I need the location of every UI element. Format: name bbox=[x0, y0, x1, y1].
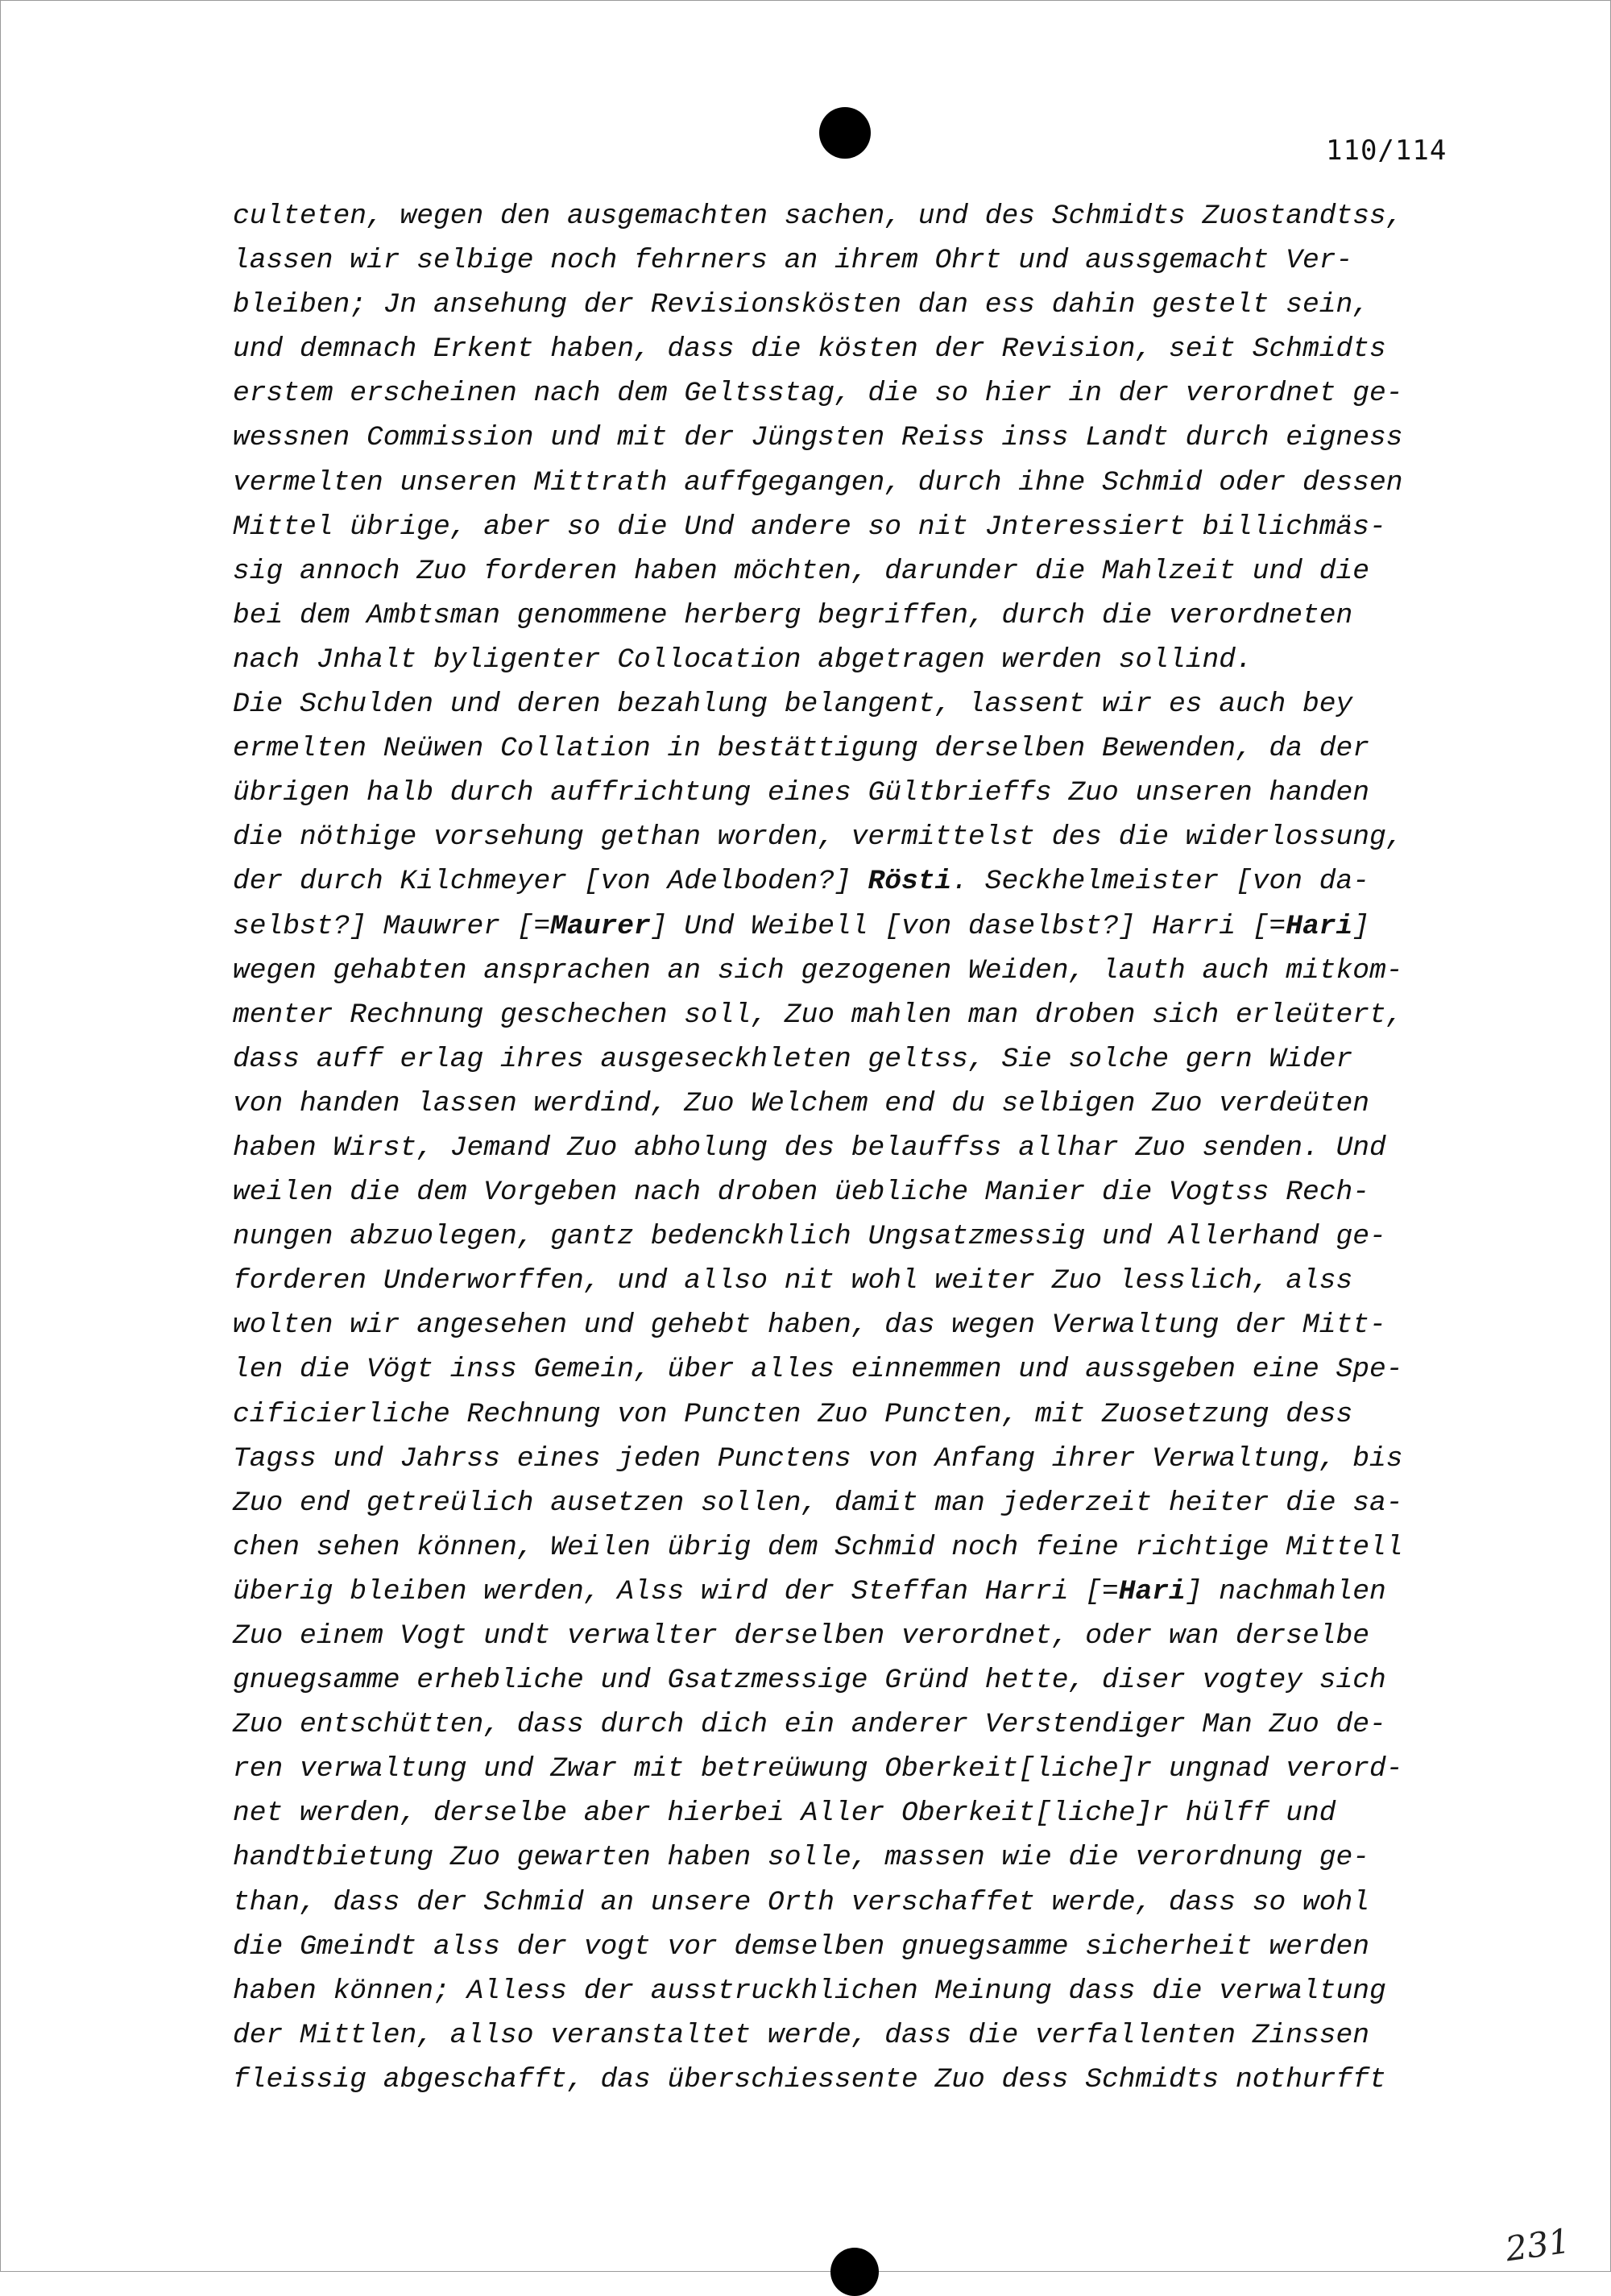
text-line bbox=[233, 1880, 1477, 1925]
text-span: selbst?] Mauwrer [= bbox=[233, 910, 551, 942]
text-line bbox=[233, 1259, 1477, 1303]
text-line bbox=[233, 371, 1477, 416]
bold-name-span: Hari bbox=[1118, 1575, 1186, 1607]
text-line bbox=[233, 594, 1477, 638]
text-line bbox=[233, 1925, 1477, 1969]
text-line bbox=[233, 1347, 1477, 1392]
text-line bbox=[233, 1747, 1477, 1791]
text-line bbox=[233, 771, 1477, 815]
text-span: Zuo einem Vogt undt verwalter derselben verordnet, oder wan derselbe bbox=[233, 1620, 1370, 1652]
text-span: len die Vögt inss Gemein, über alles einnemmen und aussgeben eine Spe- bbox=[233, 1354, 1403, 1386]
text-line bbox=[233, 1214, 1477, 1259]
text-span: ] nachmahlen bbox=[1185, 1575, 1386, 1607]
text-span: von handen lassen werdind, Zuo Welchem end du selbigen Zuo verdeüten bbox=[233, 1087, 1370, 1119]
text-line bbox=[233, 1835, 1477, 1880]
text-span: die Gmeindt alss der vogt vor demselben gnuegsamme sicherheit werden bbox=[233, 1930, 1370, 1963]
text-span: handtbietung Zuo gewarten haben solle, massen wie die verordnung ge- bbox=[233, 1842, 1370, 1874]
text-span: . Seckhelmeister [von da- bbox=[951, 866, 1370, 898]
text-span: than, dass der Schmid an unsere Orth verschaffet werde, dass so wohl bbox=[233, 1886, 1370, 1918]
text-line bbox=[233, 1303, 1477, 1347]
text-span: net werden, derselbe aber hierbei Aller Oberkeit[liche]r hülff und bbox=[233, 1797, 1336, 1830]
text-line bbox=[233, 1525, 1477, 1570]
text-line bbox=[233, 1392, 1477, 1437]
text-span: culteten, wegen den ausgemachten sachen, und des Schmidts Zuostandtss, bbox=[233, 201, 1403, 232]
text-span: cificierliche Rechnung von Puncten Zuo Puncten, mit Zuosetzung dess bbox=[233, 1398, 1353, 1430]
text-span: die nöthige vorsehung gethan worden, vermittelst des die widerlossung, bbox=[233, 821, 1403, 854]
text-line bbox=[233, 993, 1477, 1037]
text-span: ren verwaltung und Zwar mit betreüwung Oberkeit[liche]r ungnad verord- bbox=[233, 1753, 1403, 1785]
text-span: wegen gehabten ansprachen an sich gezogenen Weiden, lauth auch mitkom- bbox=[233, 954, 1403, 987]
text-line bbox=[233, 416, 1477, 460]
text-line bbox=[233, 1126, 1477, 1170]
text-span: Tagss und Jahrss eines jeden Punctens von Anfang ihrer Verwaltung, bis bbox=[233, 1442, 1403, 1475]
text-span: lassen wir selbige noch fehrners an ihrem Ohrt und aussgemacht Ver- bbox=[233, 245, 1353, 277]
text-span: menter Rechnung geschechen soll, Zuo mahlen man droben sich erleütert, bbox=[233, 999, 1403, 1031]
text-line bbox=[233, 1658, 1477, 1702]
text-span: haben können; Alless der ausstruckhlichen Meinung dass die verwaltung bbox=[233, 1975, 1386, 2007]
text-line bbox=[233, 638, 1477, 682]
text-line bbox=[233, 461, 1477, 505]
text-line bbox=[233, 1969, 1477, 2013]
text-line bbox=[233, 1481, 1477, 1525]
text-span: Die Schulden und deren bezahlung belangent, lassent wir es auch bey bbox=[233, 689, 1353, 721]
text-line bbox=[233, 327, 1477, 371]
text-span: überig bleiben werden, Alss wird der Steffan Harri [= bbox=[233, 1575, 1119, 1607]
text-span: vermelten unseren Mittrath auffgegangen, durch ihne Schmid oder dessen bbox=[233, 466, 1403, 499]
text-span: forderen Underworffen, und allso nit wohl weiter Zuo lesslich, alss bbox=[233, 1265, 1353, 1297]
text-span: der Mittlen, allso veranstaltet werde, dass die verfallenten Zinssen bbox=[233, 2019, 1370, 2051]
document-body-text bbox=[233, 194, 1477, 2102]
text-line bbox=[233, 1082, 1477, 1126]
page-number: 110/114 bbox=[1326, 134, 1447, 167]
text-line bbox=[233, 726, 1477, 771]
text-span: übrigen halb durch auffrichtung eines Gültbrieffs Zuo unseren handen bbox=[233, 777, 1370, 809]
text-span: der durch Kilchmeyer [von Adelboden?] bbox=[233, 866, 868, 898]
text-span: wessnen Commission und mit der Jüngsten Reiss inss Landt durch eigness bbox=[233, 422, 1403, 454]
text-span: bei dem Ambtsman genommene herberg begriffen, durch die verordneten bbox=[233, 599, 1353, 631]
punch-hole-top bbox=[819, 107, 871, 159]
text-span: wolten wir angesehen und gehebt haben, das wegen Verwaltung der Mitt- bbox=[233, 1309, 1386, 1342]
text-line bbox=[233, 1170, 1477, 1214]
text-span: dass auff erlag ihres ausgeseckhleten geltss, Sie solche gern Wider bbox=[233, 1043, 1353, 1075]
text-line bbox=[233, 283, 1477, 327]
text-span: nach Jnhalt byligenter Collocation abgetragen werden sollind. bbox=[233, 643, 1253, 676]
text-line bbox=[233, 1437, 1477, 1481]
bold-name-span: Hari bbox=[1286, 910, 1353, 942]
text-span: weilen die dem Vorgeben nach droben üebliche Manier die Vogtss Rech- bbox=[233, 1177, 1370, 1209]
text-span: bleiben; Jn ansehung der Revisionskösten dan ess dahin gestelt sein, bbox=[233, 289, 1370, 321]
text-line bbox=[233, 1614, 1477, 1658]
text-span: Zuo end getreülich ausetzen sollen, damit man jederzeit heiter die sa- bbox=[233, 1487, 1403, 1519]
bold-name-span: Maurer bbox=[550, 910, 651, 942]
text-span: fleissig abgeschafft, das überschiessente Zuo dess Schmidts nothurfft bbox=[233, 2063, 1386, 2095]
text-line bbox=[233, 2058, 1477, 2102]
text-span: ermelten Neüwen Collation in bestättigung derselben Bewenden, da der bbox=[233, 733, 1370, 765]
bold-name-span: Rösti bbox=[868, 866, 952, 898]
text-span: ] bbox=[1352, 910, 1370, 942]
text-span: sig annoch Zuo forderen haben möchten, darunder die Mahlzeit und die bbox=[233, 555, 1370, 587]
text-line bbox=[233, 194, 1477, 238]
text-line bbox=[233, 1037, 1477, 1082]
text-line bbox=[233, 815, 1477, 859]
text-line bbox=[233, 1570, 1477, 1614]
text-span: chen sehen können, Weilen übrig dem Schmid noch feine richtige Mittell bbox=[233, 1531, 1403, 1563]
text-line bbox=[233, 859, 1477, 904]
text-span: erstem erscheinen nach dem Geltsstag, die so hier in der verordnet ge- bbox=[233, 378, 1403, 410]
text-line bbox=[233, 505, 1477, 549]
text-line bbox=[233, 949, 1477, 993]
text-span: Zuo entschütten, dass durch dich ein anderer Verstendiger Man Zuo de- bbox=[233, 1709, 1386, 1741]
text-span: haben Wirst, Jemand Zuo abholung des belauffss allhar Zuo senden. Und bbox=[233, 1131, 1386, 1164]
text-line bbox=[233, 904, 1477, 949]
text-line bbox=[233, 549, 1477, 594]
text-span: und demnach Erkent haben, dass die kösten der Revision, seit Schmidts bbox=[233, 333, 1386, 366]
handwritten-folio-mark: 231 bbox=[1502, 2220, 1573, 2269]
text-span: Mittel übrige, aber so die Und andere so nit Jnteressiert billichmäs- bbox=[233, 511, 1386, 543]
text-span: ] Und Weibell [von daselbst?] Harri [= bbox=[650, 910, 1286, 942]
text-span: gnuegsamme erhebliche und Gsatzmessige Gründ hette, diser vogtey sich bbox=[233, 1665, 1386, 1697]
text-line bbox=[233, 1702, 1477, 1747]
punch-hole-bottom bbox=[830, 2248, 879, 2296]
text-line bbox=[233, 238, 1477, 283]
text-span: nungen abzuolegen, gantz bedenckhlich Ungsatzmessig und Allerhand ge- bbox=[233, 1221, 1386, 1253]
text-line bbox=[233, 682, 1477, 726]
text-line bbox=[233, 1791, 1477, 1835]
text-line bbox=[233, 2013, 1477, 2058]
